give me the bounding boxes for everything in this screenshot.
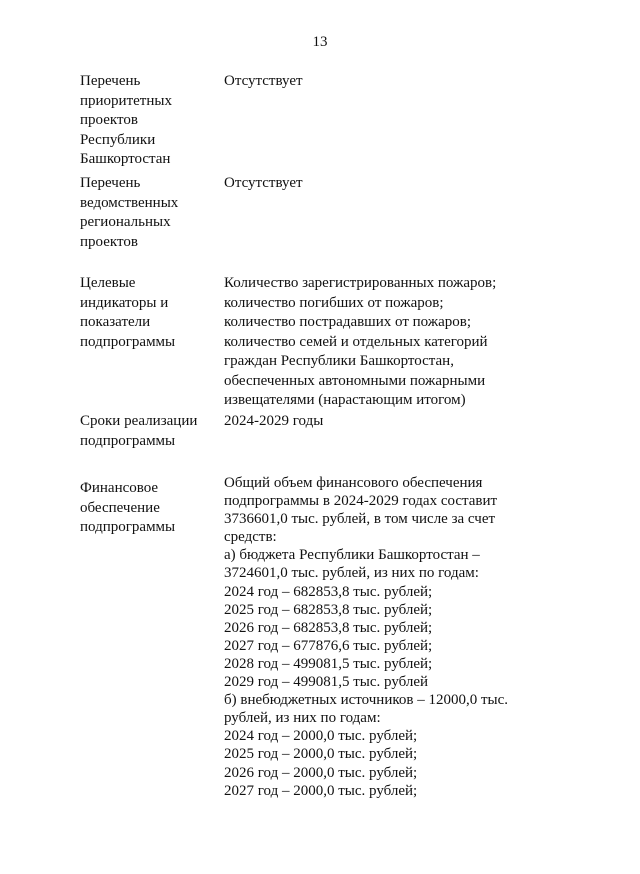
value-line: а) бюджета Республики Башкортостан – (224, 547, 480, 564)
row-label (80, 479, 215, 538)
value-line: 2025 год – 682853,8 тыс. рублей; (224, 601, 433, 618)
value-line: б) внебюджетных источников – 12000,0 тыс. (224, 692, 508, 709)
label-line: проектов (80, 233, 138, 250)
value-line: 2028 год – 499081,5 тыс. рублей; (224, 655, 433, 672)
label-line: подпрограммы (80, 333, 176, 350)
value-text: 2024-2029 годы (224, 413, 324, 429)
value-line: количество семей и отдельных категорий (224, 333, 488, 350)
label-line: Перечень (80, 73, 141, 89)
value-line: извещателями (нарастающим итогом) (224, 392, 466, 408)
label-line: Башкортостан (80, 151, 171, 167)
label-line: показатели (80, 314, 151, 330)
value-line: количество погибших от пожаров; (224, 294, 444, 311)
label-line: Сроки реализации (80, 413, 198, 429)
row-value (224, 174, 564, 194)
label-line: индикаторы и (80, 294, 169, 311)
value-line: подпрограммы в 2024-2029 годах составит (224, 493, 498, 510)
value-line: средств: (224, 529, 277, 546)
value-line: 3724601,0 тыс. рублей, из них по годам: (224, 565, 479, 582)
label-line: ведомственных (80, 194, 179, 211)
value-line: 3736601,0 тыс. рублей, в том числе за счет (224, 511, 496, 528)
label-line: Финансовое (80, 480, 159, 496)
value-line: обеспеченных автономными пожарными (224, 372, 486, 389)
value-text: Отсутствует (224, 73, 303, 89)
row-value (224, 72, 564, 92)
label-line: Целевые (80, 275, 136, 291)
row-label (80, 274, 215, 352)
label-line: региональных (80, 214, 171, 230)
row-label (80, 412, 215, 451)
value-line: 2029 год – 499081,5 тыс. рублей (224, 674, 429, 691)
label-line: обеспечение (80, 499, 160, 516)
label-line: приоритетных (80, 92, 172, 109)
value-line: 2024 год – 2000,0 тыс. рублей; (224, 728, 418, 745)
value-line: количество пострадавших от пожаров; (224, 314, 472, 330)
value-line: рублей, из них по годам: (224, 710, 381, 727)
value-line: 2026 год – 2000,0 тыс. рублей; (224, 764, 418, 781)
value-line: 2026 год – 682853,8 тыс. рублей; (224, 619, 433, 636)
value-line: 2027 год – 2000,0 тыс. рублей; (224, 782, 418, 799)
value-line: 2027 год – 677876,6 тыс. рублей; (224, 637, 433, 654)
label-line: подпрограммы (80, 432, 176, 449)
row-value (224, 474, 564, 800)
row-value (224, 274, 564, 411)
label-line: подпрограммы (80, 519, 176, 535)
label-line: Республики (80, 131, 156, 148)
value-line: 2025 год – 2000,0 тыс. рублей; (224, 746, 418, 763)
row-label (80, 72, 215, 170)
label-line: Перечень (80, 175, 141, 191)
value-line: граждан Республики Башкортостан, (224, 353, 454, 369)
label-line: проектов (80, 112, 138, 128)
value-line: 2024 год – 682853,8 тыс. рублей; (224, 583, 433, 600)
row-label (80, 174, 215, 252)
value-line: Количество зарегистрированных пожаров; (224, 275, 497, 291)
page-number: 13 (312, 34, 328, 50)
row-value (224, 412, 564, 432)
value-line: Общий объем финансового обеспечения (224, 475, 483, 491)
value-text: Отсутствует (224, 175, 303, 191)
